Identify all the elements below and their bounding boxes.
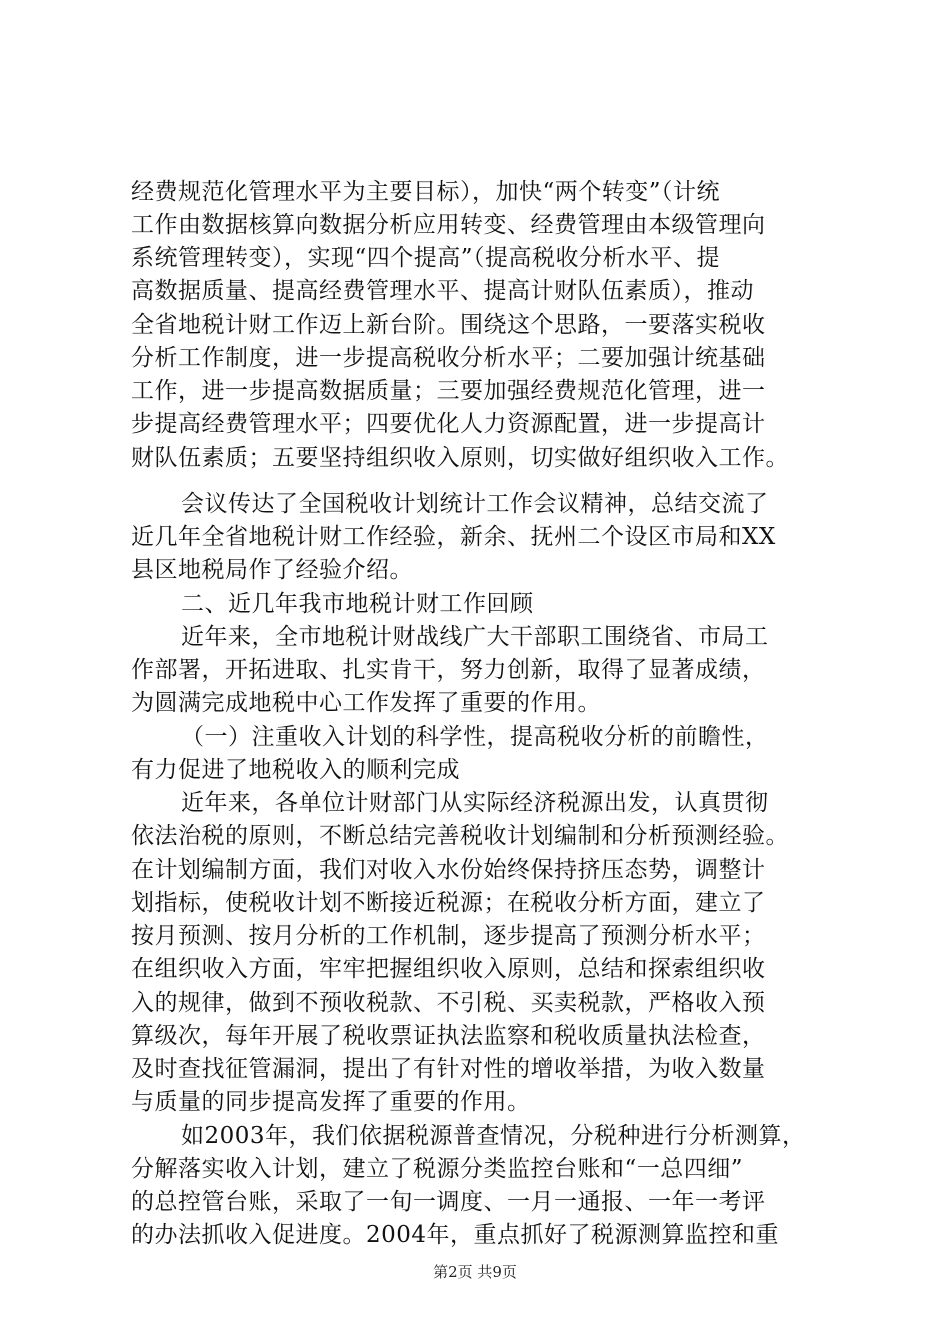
text-line: 近几年全省地税计财工作经验，新余、抚州二个设区市局和XX — [131, 524, 776, 550]
text-line: 县区地税局作了经验介绍。 — [131, 557, 413, 583]
text-line: 在计划编制方面，我们对收入水份始终保持挤压态势，调整计 — [131, 857, 766, 883]
page-number-footer: 第2页 共9页 — [433, 1263, 517, 1281]
text-line: 在组织收入方面，牢牢把握组织收入原则，总结和探索组织收 — [131, 956, 766, 982]
text-line: 财队伍素质；五要坚持组织收入原则，切实做好组织收入工作。 — [131, 445, 789, 471]
text-line: 步提高经费管理水平；四要优化人力资源配置，进一步提高计 — [131, 411, 766, 437]
section-heading: 二、近几年我市地税计财工作回顾 — [181, 591, 534, 617]
text-line: 及时查找征管漏洞，提出了有针对性的增收举措，为收入数量 — [131, 1056, 766, 1082]
text-line: 经费规范化管理水平为主要目标），加快“两个转变”（计统 — [131, 179, 721, 205]
text-line: 与质量的同步提高发挥了重要的作用。 — [131, 1089, 531, 1115]
text-line: 依法治税的原则，不断总结完善税收计划编制和分析预测经验。 — [131, 823, 789, 849]
text-line: 系统管理转变），实现“四个提高”（提高税收分析水平、提 — [131, 245, 721, 271]
text-line: 按月预测、按月分析的工作机制，逐步提高了预测分析水平； — [131, 923, 766, 949]
text-line: 工作由数据核算向数据分析应用转变、经费管理由本级管理向 — [131, 212, 766, 238]
text-line: 近年来，各单位计财部门从实际经济税源出发，认真贯彻 — [181, 790, 769, 816]
text-line: 算级次，每年开展了税收票证执法监察和税收质量执法检查， — [131, 1023, 766, 1049]
text-line: 入的规律，做到不预收税款、不引税、买卖税款，严格收入预 — [131, 990, 766, 1016]
text-line: 的总控管台账，采取了一旬一调度、一月一通报、一年一考评 — [131, 1189, 766, 1215]
text-line: 如2003年，我们依据税源普查情况，分税种进行分析测算， — [181, 1123, 806, 1149]
text-line: 会议传达了全国税收计划统计工作会议精神，总结交流了 — [181, 491, 769, 517]
text-line: 的办法抓收入促进度。2004年，重点抓好了税源测算监控和重 — [131, 1222, 780, 1248]
text-line: 划指标，使税收计划不断接近税源；在税收分析方面，建立了 — [131, 890, 766, 916]
text-line: 作部署，开拓进取、扎实肯干，努力创新，取得了显著成绩， — [131, 657, 766, 683]
text-line: 分析工作制度，进一步提高税收分析水平；二要加强计统基础 — [131, 345, 766, 371]
subsection-heading: （一）注重收入计划的科学性，提高税收分析的前瞻性， — [181, 724, 769, 750]
text-line: 分解落实收入计划，建立了税源分类监控台账和“一总四细” — [131, 1156, 744, 1182]
text-line: 近年来，全市地税计财战线广大干部职工围绕省、市局工 — [181, 624, 769, 650]
subsection-heading: 有力促进了地税收入的顺利完成 — [131, 757, 460, 783]
text-line: 为圆满完成地税中心工作发挥了重要的作用。 — [131, 690, 601, 716]
text-line: 工作，进一步提高数据质量；三要加强经费规范化管理，进一 — [131, 378, 766, 404]
text-line: 高数据质量、提高经费管理水平、提高计财队伍素质），推动 — [131, 278, 754, 304]
text-line: 全省地税计财工作迈上新台阶。围绕这个思路，一要落实税收 — [131, 312, 766, 338]
